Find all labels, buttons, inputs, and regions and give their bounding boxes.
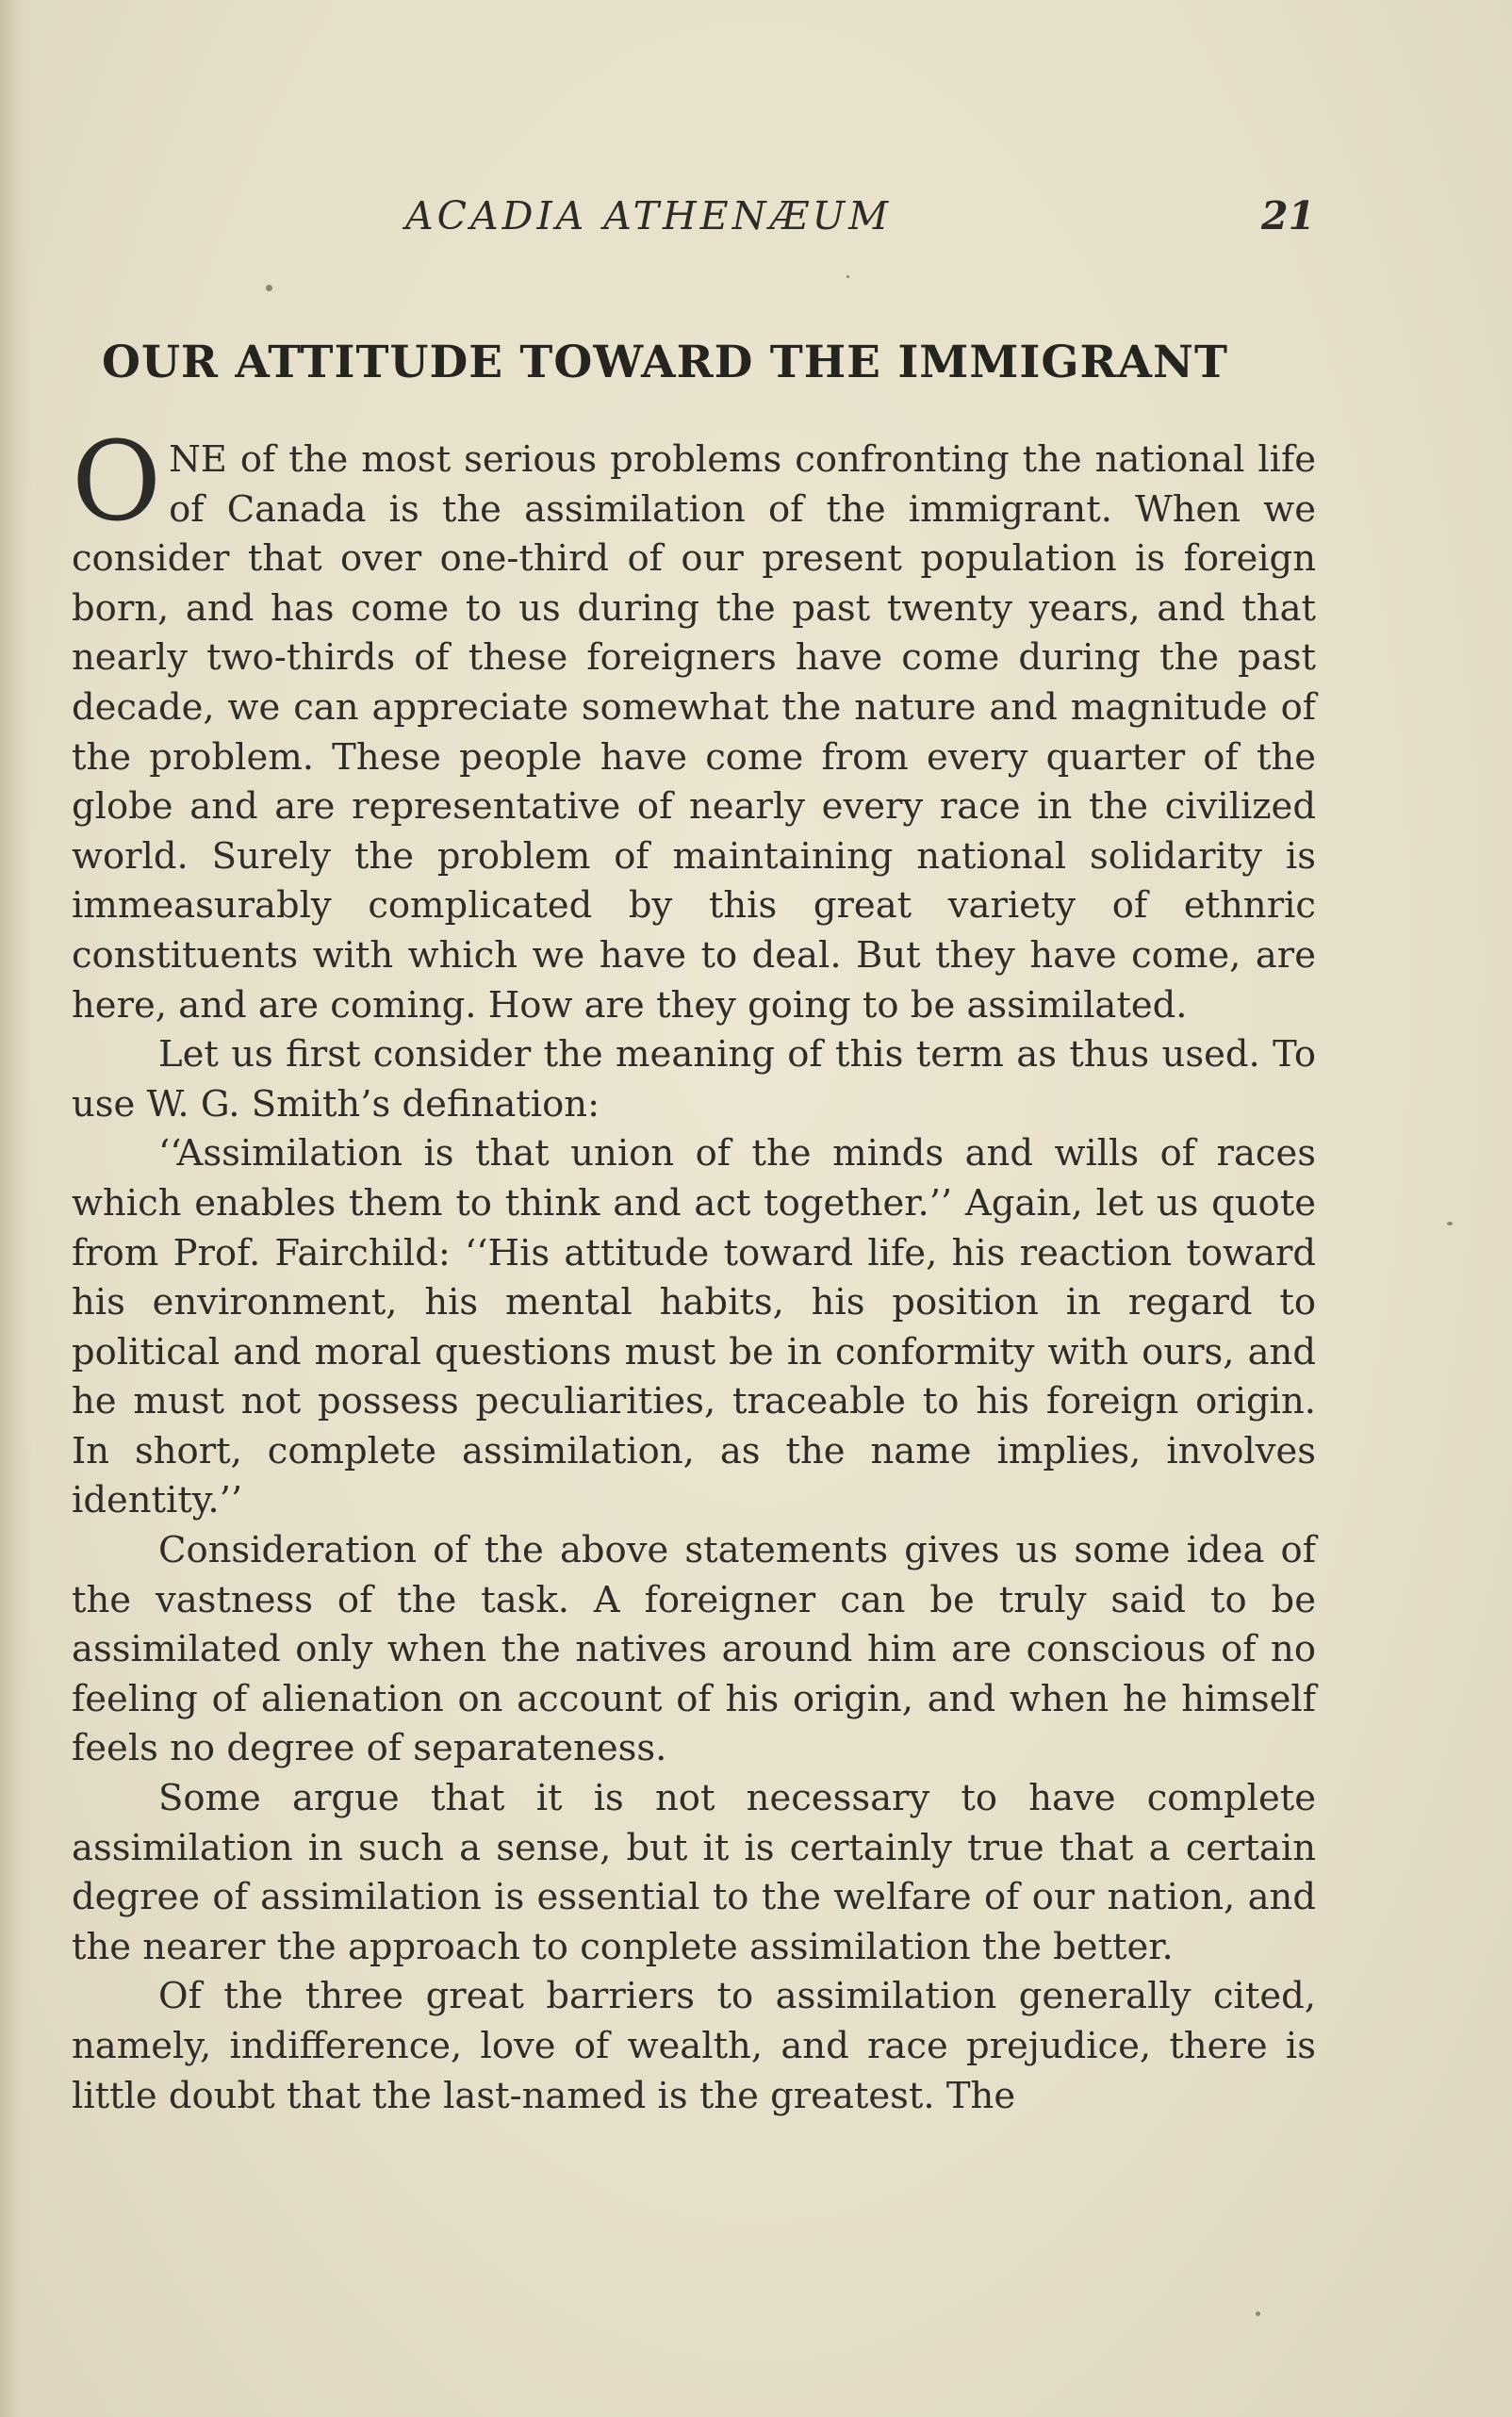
paragraph-5: Some argue that it is not necessary to have complete assimilation in such a sense, but it is certainly true that a certain degree of assimilation is essential to the welfare of our nation, and the nearer the approach to conplete assimilation the better. <box>72 1777 1316 1968</box>
running-head: ACADIA ATHENÆUM <box>405 193 893 238</box>
paragraph-2: Let us first consider the meaning of this term as thus used. To use W. G. Smith’s defination: <box>72 1033 1316 1126</box>
paper-speck <box>846 275 849 278</box>
paper-speck <box>1256 2311 1260 2316</box>
paragraph-1 <box>72 419 1316 1030</box>
drop-cap: O <box>72 419 162 546</box>
page-spine-shadow <box>0 0 32 2417</box>
page-number: 21 <box>1261 193 1316 238</box>
paper-speck <box>1447 1222 1453 1225</box>
article-body <box>72 419 1316 2121</box>
paragraph-4: Consideration of the above statements gives us some idea of the vastness of the task. A foreigner can be truly said to be assimilated only when the natives around him are conscious of no feeling of alienation on account of his origin, and when he himself feels no degree of separateness. <box>72 1529 1316 1770</box>
paragraph-3: ‘‘Assimilation is that union of the minds and wills of races which enables them to think and act together.’’ Again, let us quote from Prof. Fairchild: ‘‘His attitude toward life, his reaction toward his environment, his mental habits, his position in regard to political and moral questions must be in conformity with ours, and he must not possess peculiarities, traceable to his foreign origin. In short, complete assimilation, as the name implies, involves identity.’’ <box>72 1132 1316 1522</box>
paragraph-6: Of the three great barriers to assimilation generally cited, namely, indifference, love of wealth, and race prejudice, there is little doubt that the last-named is the greatest. The <box>72 1975 1316 2117</box>
paragraph-1-text: NE of the most serious problems confronting the national life of Canada is the assimilation of the immigrant. When we consider that over one-third of our present population is foreign born, and has come to us during the past twenty years, and that nearly two-thirds of these foreigners have come during the past decade, we can appreciate somewhat the nature and magnitude of the problem. These people have come from every quarter of the globe and are representative of nearly every race in the civilized world. Surely the problem of maintaining national solidarity is immeasurably complicated by this great variety of ethnric constituents with which we have to deal. But they have come, are here, and are coming. How are they going to be assimilated. <box>72 438 1316 1027</box>
paper-speck <box>266 285 272 291</box>
article-title: OUR ATTITUDE TOWARD THE IMMIGRANT <box>102 337 1228 388</box>
